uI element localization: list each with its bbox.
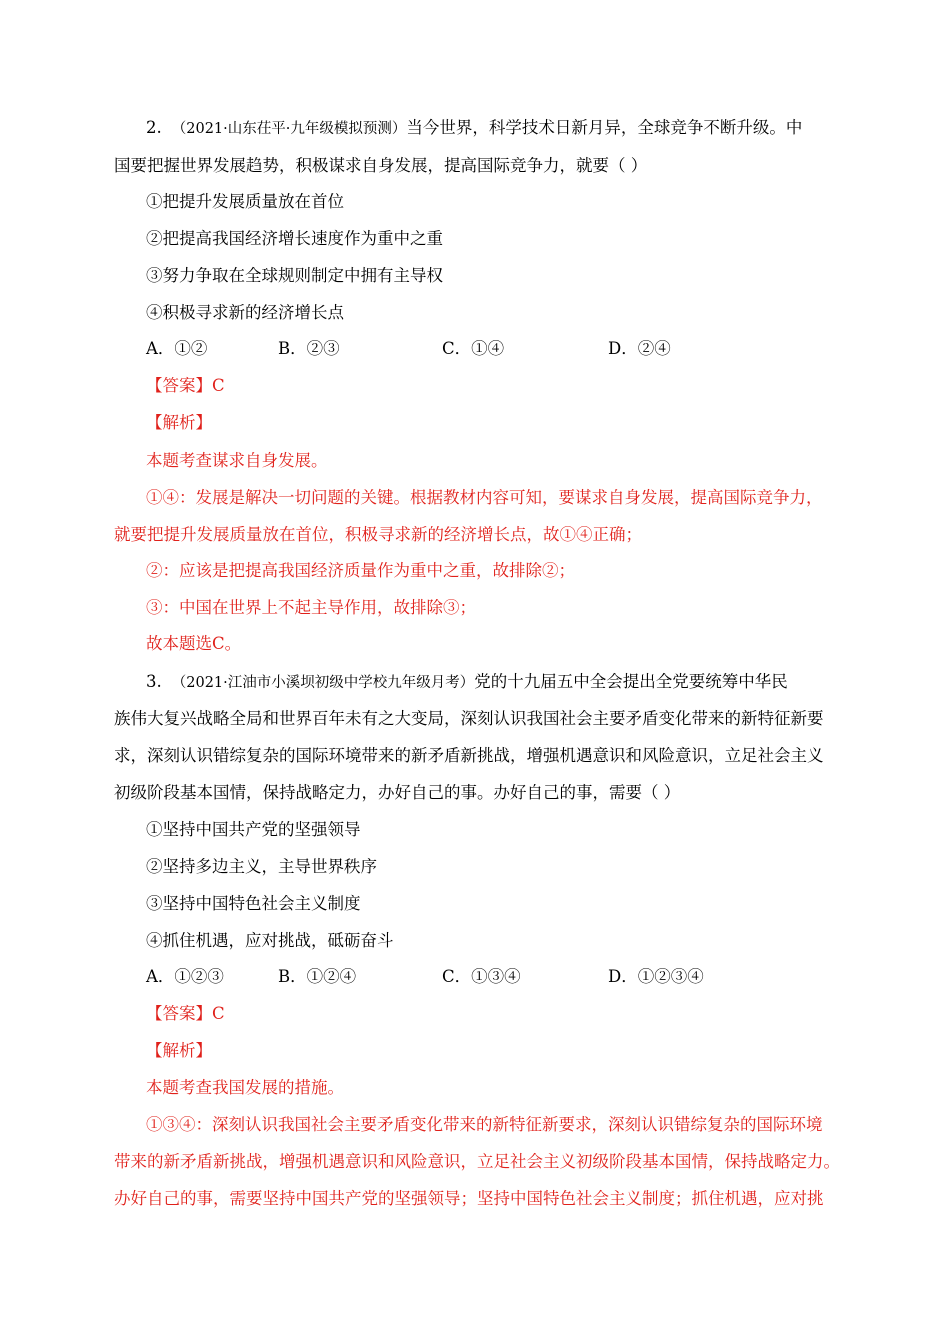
question-3-item-2: ②坚持多边主义，主导世界秩序 bbox=[146, 857, 377, 876]
question-2-analysis-line-6: 故本题选C。 bbox=[146, 634, 242, 653]
question-2-option-b: B．②③ bbox=[278, 339, 340, 358]
question-number: 2. bbox=[146, 118, 162, 137]
answer-label: 【答案】 bbox=[146, 376, 212, 395]
question-3-option-d: D．①②③④ bbox=[608, 967, 704, 986]
question-2-item-1: ①把提升发展质量放在首位 bbox=[146, 192, 344, 211]
question-3-stem-line-4: 初级阶段基本国情，保持战略定力，办好自己的事。办好自己的事，需要（ ） bbox=[114, 783, 681, 802]
question-2-analysis-label: 【解析】 bbox=[146, 413, 212, 432]
question-source: （2021·山东茌平·九年级模拟预测） bbox=[171, 121, 407, 137]
question-2-analysis-line-3: 就要把提升发展质量放在首位，积极寻求新的经济增长点，故①④正确； bbox=[114, 525, 642, 544]
question-3-option-a: A．①②③ bbox=[146, 967, 224, 986]
question-3-analysis-line-1: 本题考查我国发展的措施。 bbox=[146, 1078, 344, 1097]
question-number: 3. bbox=[146, 672, 162, 691]
answer-label: 【答案】 bbox=[146, 1004, 212, 1023]
question-2-answer bbox=[146, 375, 225, 397]
question-2-item-4: ④积极寻求新的经济增长点 bbox=[146, 303, 344, 322]
question-2-item-3: ③努力争取在全球规则制定中拥有主导权 bbox=[146, 266, 443, 285]
question-stem-text: 当今世界，科学技术日新月异，全球竞争不断升级。中 bbox=[406, 118, 803, 137]
question-3-item-3: ③坚持中国特色社会主义制度 bbox=[146, 894, 361, 913]
question-3-analysis-line-3: 带来的新矛盾新挑战，增强机遇意识和风险意识，立足社会主义初级阶段基本国情，保持战略定力。 bbox=[114, 1152, 840, 1171]
question-2-analysis-line-1: 本题考查谋求自身发展。 bbox=[146, 451, 328, 470]
question-2-analysis-line-5: ③：中国在世界上不起主导作用，故排除③； bbox=[146, 598, 476, 617]
question-3-item-1: ①坚持中国共产党的坚强领导 bbox=[146, 820, 361, 839]
question-source: （2021·江油市小溪坝初级中学校九年级月考） bbox=[171, 675, 475, 691]
question-3-option-c: C．①③④ bbox=[442, 967, 521, 986]
question-2-option-d: D．②④ bbox=[608, 339, 671, 358]
question-3-option-b: B．①②④ bbox=[278, 967, 357, 986]
answer-value: C bbox=[212, 376, 225, 395]
question-2-option-a: A．①② bbox=[146, 339, 208, 358]
question-3-stem-line-3: 求，深刻认识错综复杂的国际环境带来的新矛盾新挑战，增强机遇意识和风险意识，立足社会主义 bbox=[114, 746, 824, 765]
question-3-answer bbox=[146, 1003, 225, 1025]
question-2-option-c: C．①④ bbox=[442, 339, 505, 358]
question-2-item-2: ②把提高我国经济增长速度作为重中之重 bbox=[146, 229, 443, 248]
question-3-stem-line-1 bbox=[146, 671, 788, 694]
question-stem-text: 党的十九届五中全会提出全党要统筹中华民 bbox=[474, 672, 788, 691]
question-2-analysis-line-2: ①④：发展是解决一切问题的关键。根据教材内容可知，要谋求自身发展，提高国际竞争力， bbox=[146, 488, 823, 507]
question-2-analysis-line-4: ②：应该是把提高我国经济质量作为重中之重，故排除②； bbox=[146, 561, 575, 580]
question-3-analysis-line-2: ①③④：深刻认识我国社会主要矛盾变化带来的新特征新要求，深刻认识错综复杂的国际环境 bbox=[146, 1115, 823, 1134]
question-3-stem-line-2: 族伟大复兴战略全局和世界百年未有之大变局，深刻认识我国社会主要矛盾变化带来的新特征新要 bbox=[114, 709, 824, 728]
question-2-stem-line-1 bbox=[146, 117, 802, 140]
question-2-stem-line-2: 国要把握世界发展趋势，积极谋求自身发展，提高国际竞争力，就要（ ） bbox=[114, 156, 648, 175]
question-3-item-4: ④抓住机遇，应对挑战，砥砺奋斗 bbox=[146, 931, 394, 950]
answer-value: C bbox=[212, 1004, 225, 1023]
question-3-analysis-label: 【解析】 bbox=[146, 1041, 212, 1060]
question-3-analysis-line-4: 办好自己的事，需要坚持中国共产党的坚强领导；坚持中国特色社会主义制度；抓住机遇，应对挑 bbox=[114, 1189, 824, 1208]
